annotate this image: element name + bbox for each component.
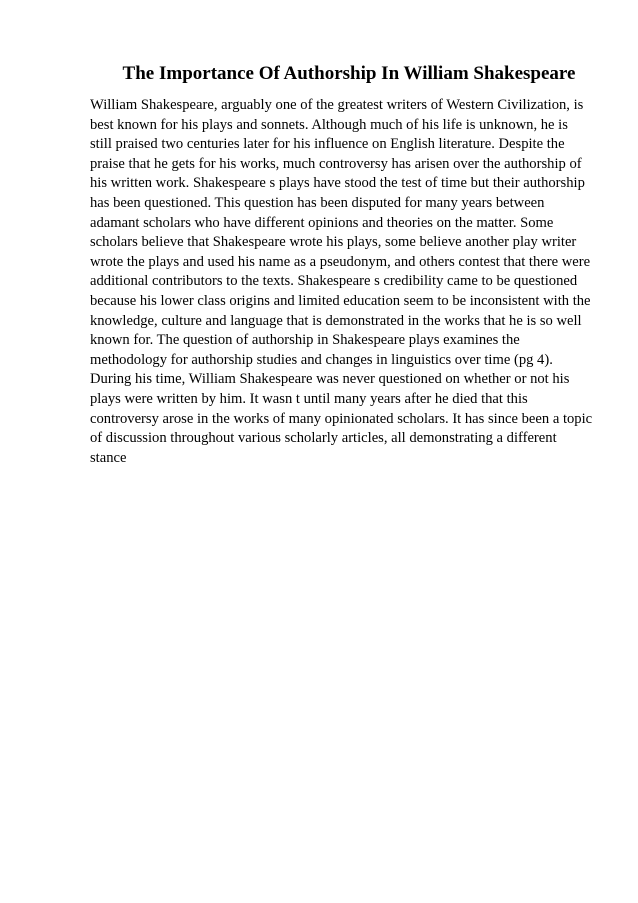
text-line: knowledge, culture and language that is demonstrated in the works that he is so well bbox=[90, 312, 582, 329]
text-line: best known for his plays and sonnets. Although much of his life is unknown, he is bbox=[90, 116, 568, 133]
text-line: praise that he gets for his works, much controversy has arisen over the authorship of bbox=[90, 155, 582, 172]
document-title: The Importance Of Authorship In William Shakespeare bbox=[122, 63, 576, 84]
text-line: of discussion throughout various scholarly articles, all demonstrating a different bbox=[90, 430, 557, 447]
text-line: known for. The question of authorship in Shakespeare plays examines the bbox=[90, 332, 520, 349]
text-line: During his time, William Shakespeare was never questioned on whether or not his bbox=[90, 371, 570, 388]
text-line: stance bbox=[90, 449, 127, 466]
text-line: has been questioned. This question has been disputed for many years between bbox=[90, 194, 545, 211]
text-line: his written work. Shakespeare s plays have stood the test of time but their authorship bbox=[90, 175, 585, 192]
text-line: additional contributors to the texts. Shakespeare s credibility came to be questioned bbox=[90, 273, 578, 290]
body-paragraph bbox=[90, 96, 630, 468]
text-line: wrote the plays and used his name as a pseudonym, and others contest that there were bbox=[90, 253, 591, 270]
text-line: William Shakespeare, arguably one of the greatest writers of Western Civilization, is bbox=[90, 97, 584, 113]
text-line: controversy arose in the works of many opinionated scholars. It has since been a topic bbox=[90, 410, 593, 427]
text-line: plays were written by him. It wasn t until many years after he died that this bbox=[90, 390, 528, 407]
text-line: adamant scholars who have different opinions and theories on the matter. Some bbox=[90, 214, 554, 231]
text-line: methodology for authorship studies and changes in linguistics over time (pg 4). bbox=[90, 351, 553, 368]
text-line: still praised two centuries later for his influence on English literature. Despite the bbox=[90, 136, 565, 153]
text-line: because his lower class origins and limited education seem to be inconsistent with the bbox=[90, 292, 591, 309]
text-line: scholars believe that Shakespeare wrote his plays, some believe another play writer bbox=[90, 234, 577, 251]
